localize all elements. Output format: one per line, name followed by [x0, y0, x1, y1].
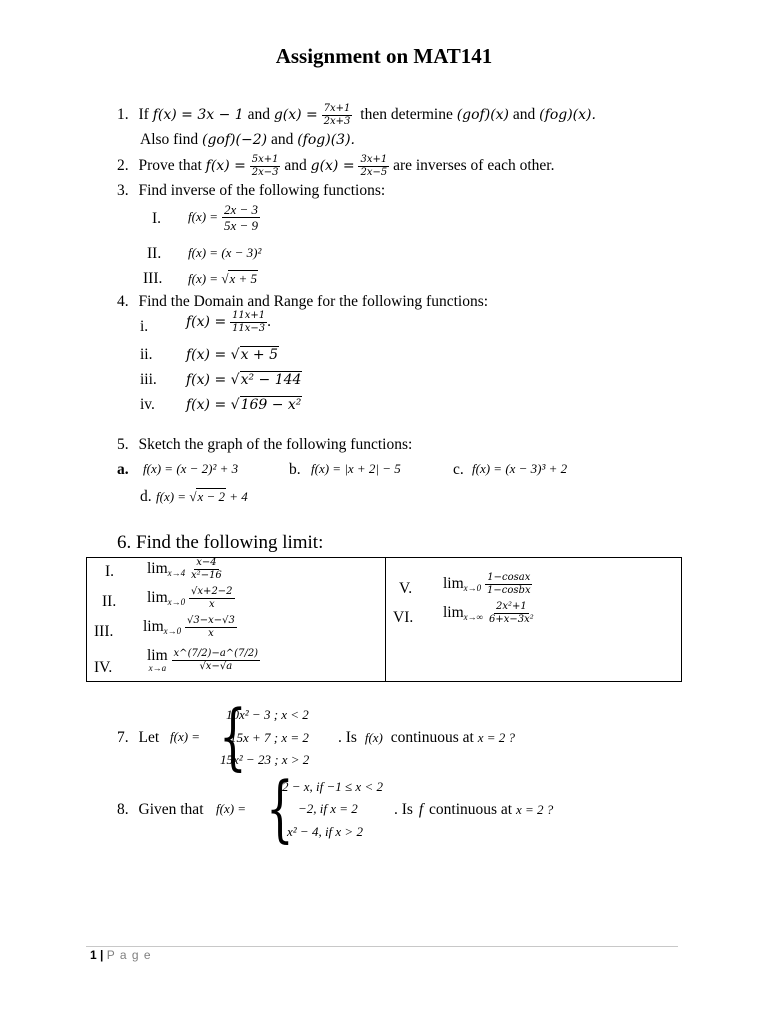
limit-expr-2	[147, 587, 235, 610]
q3-number: 3.	[117, 182, 129, 199]
q3-text: Find inverse of the following functions:	[138, 182, 386, 199]
q7-at: x = 2 ?	[477, 730, 516, 745]
q4-item-1-fraction	[230, 311, 267, 334]
q3-item-1	[188, 203, 260, 232]
q5-expr-d-tail: + 4	[229, 489, 248, 504]
question-2	[117, 155, 554, 178]
q2-f-num: 5x+1	[251, 154, 279, 165]
q4-item-label-2: ii.	[140, 346, 153, 363]
q2-and: and	[284, 157, 307, 175]
q8-case-3: x² − 4, if x > 2	[287, 824, 363, 839]
q1-then: then determine	[360, 106, 453, 124]
limit-label-2: II.	[102, 593, 117, 610]
limit-3-sub: x→0	[163, 626, 182, 637]
limit-1-fraction	[189, 558, 224, 581]
page-word: P a g e	[106, 948, 152, 962]
q4-number: 4.	[117, 293, 129, 310]
limit-4-sub: x→a	[148, 662, 167, 673]
q3-item-1-lhs: f(x) =	[188, 209, 219, 225]
limits-table	[86, 557, 682, 682]
limit-4-den: √x−√a	[199, 660, 233, 672]
q2-tail: are inverses of each other.	[393, 157, 555, 175]
question-3	[117, 182, 385, 200]
q5-expr-d-lhs: f(x) = √	[156, 489, 197, 504]
q3-item-label-1: I.	[152, 210, 162, 227]
limit-1-sub: x→4	[167, 568, 186, 579]
page-number: 1	[90, 948, 97, 962]
limit-1-den: x²−16	[191, 570, 222, 581]
q8-brace: {	[266, 766, 294, 850]
question-8	[117, 801, 204, 819]
q4-item-2-lhs: f(x) = √	[186, 347, 240, 363]
limit-6-lim: lim	[443, 604, 464, 622]
q3-item-1-den: 5x − 9	[223, 218, 258, 233]
limit-3-den: x	[208, 628, 214, 639]
q4-item-2	[186, 346, 279, 363]
limit-label-6: VI.	[393, 609, 414, 626]
q8-f: f	[418, 801, 424, 818]
q1-gx: g(x) =	[273, 107, 318, 124]
q2-g-num: 3x+1	[360, 154, 388, 165]
q4-item-3	[186, 371, 302, 388]
limits-left-cell	[87, 558, 386, 682]
q5-number: 5.	[117, 436, 129, 453]
limit-4-fraction	[172, 649, 261, 672]
q3-item-3-radicand: x + 5	[229, 271, 257, 286]
q2-f-fraction	[250, 155, 281, 178]
q7-case-1: 10x² − 3 ; x < 2	[226, 707, 309, 722]
q2-g-den: 2x−5	[360, 167, 388, 178]
q8-case-1: 2 − x, if −1 ≤ x < 2	[282, 779, 383, 794]
limit-2-den: x	[208, 599, 215, 610]
q5-label-b: b.	[289, 461, 301, 478]
q7-is: . Is	[338, 729, 357, 746]
q2-prove-that: Prove that	[138, 157, 202, 175]
q8-continuous-at: continuous at	[429, 801, 513, 818]
limit-label-5: V.	[399, 580, 413, 597]
limit-5-den: 1−cosbx	[487, 585, 531, 596]
q7-fx: f(x) =	[170, 729, 201, 744]
q1-number: 1.	[117, 106, 129, 124]
q7-case-3: 15x² − 23 ; x > 2	[220, 752, 310, 767]
limit-4-lim: lim	[147, 647, 168, 664]
q4-item-1-num: 11x+1	[232, 310, 266, 321]
q4-item-label-3: iii.	[140, 371, 157, 388]
q5-label-c: c.	[453, 461, 464, 478]
q1-and: and	[247, 106, 270, 124]
page-separator: |	[100, 948, 104, 962]
q4-item-4	[186, 396, 302, 413]
q7-number: 7.	[117, 729, 129, 746]
limit-6-fraction	[487, 602, 536, 625]
q1-and2: and	[512, 106, 536, 124]
q1-fx: f(x) = 3x − 1	[152, 107, 244, 124]
q3-item-1-num: 2x − 3	[223, 202, 258, 217]
limit-label-3: III.	[94, 623, 114, 640]
question-7	[117, 729, 159, 747]
limit-5-sub: x→0	[463, 583, 482, 594]
q7-case-2: 15x + 7 ; x = 2	[230, 730, 309, 745]
q3-item-3-lhs: f(x) = √	[188, 271, 229, 286]
q5-label-a: a.	[117, 461, 129, 478]
q4-item-2-radicand: x + 5	[240, 347, 278, 363]
q5-text: Sketch the graph of the following functions:	[138, 436, 413, 453]
q3-item-2: f(x) = (x − 3)²	[188, 245, 262, 260]
q4-item-1-den: 11x−3	[232, 323, 266, 334]
q2-f-den: 2x−3	[251, 167, 279, 178]
q6-heading: 6. Find the following limit:	[117, 532, 324, 553]
q1-g-fraction	[322, 104, 353, 127]
limit-expr-6	[443, 602, 536, 625]
q1-text-if: If	[138, 106, 149, 124]
q4-item-label-4: iv.	[140, 396, 155, 413]
q5-label-d: d.	[140, 488, 152, 505]
q7-fx2: f(x)	[364, 730, 383, 745]
limit-label-1: I.	[105, 563, 115, 580]
limit-5-lim: lim	[443, 575, 464, 593]
q7-tail	[338, 729, 515, 747]
limit-2-lim: lim	[147, 589, 168, 607]
q1-comp2: (fog)(x).	[539, 107, 596, 124]
q4-text: Find the Domain and Range for the following functions:	[138, 293, 489, 310]
q1-fog-3: (fog)(3).	[297, 132, 355, 148]
q1-gof-neg2: (gof)(−2)	[202, 132, 268, 148]
q4-item-3-radicand: x² − 144	[240, 372, 302, 388]
q7-brace: {	[219, 694, 247, 778]
limit-2-sub: x→0	[167, 597, 186, 608]
q1-g-den: 2x+3	[323, 116, 351, 127]
limit-1-lim: lim	[147, 560, 168, 578]
question-5	[117, 436, 412, 454]
limit-6-den: 6+x−3x²	[488, 614, 534, 625]
q1-and3: and	[270, 131, 294, 148]
page-footer	[90, 948, 152, 962]
q8-case-2: −2, if x = 2	[298, 801, 358, 816]
q2-gx: g(x) =	[310, 158, 355, 175]
q1-g-num: 7x+1	[323, 103, 351, 114]
q4-item-3-lhs: f(x) = √	[186, 372, 240, 388]
q8-at: x = 2 ?	[515, 802, 554, 817]
limit-4-num: x^(7/2)−a^(7/2)	[173, 647, 259, 659]
q7-continuous-at: continuous at	[390, 729, 474, 746]
q5-expr-d	[156, 488, 248, 505]
q8-tail	[394, 801, 553, 819]
limit-3-fraction	[185, 616, 237, 639]
limit-6-num: 2x²+1	[495, 601, 527, 612]
q8-given-that: Given that	[138, 801, 204, 818]
q4-item-label-1: i.	[140, 318, 149, 335]
q4-item-4-lhs: f(x) = √	[186, 397, 240, 413]
limits-right-cell	[386, 558, 682, 682]
limit-5-fraction	[485, 573, 533, 596]
limit-expr-4	[147, 648, 260, 673]
question-1-line-2	[140, 131, 355, 149]
q2-number: 2.	[117, 157, 129, 175]
limit-expr-5	[443, 573, 533, 596]
q4-item-1-lhs: f(x) =	[186, 314, 227, 331]
limit-expr-3	[143, 616, 237, 639]
question-4	[117, 293, 488, 311]
q3-item-3	[188, 270, 258, 287]
q5-expr-b: f(x) = |x + 2| − 5	[311, 461, 401, 476]
q5-expr-d-radicand: x − 2	[197, 489, 225, 504]
q3-item-1-fraction	[222, 203, 260, 232]
q8-number: 8.	[117, 801, 129, 818]
limit-1-num: x−4	[196, 557, 217, 568]
q5-expr-a: f(x) = (x − 2)² + 3	[143, 461, 239, 476]
q4-item-4-radicand: 169 − x²	[240, 397, 302, 413]
limit-2-num: √x+2−2	[191, 586, 233, 597]
limit-3-lim: lim	[143, 618, 164, 636]
limit-label-4: IV.	[94, 659, 113, 676]
q1-also-find: Also find	[140, 131, 199, 148]
question-1	[117, 104, 596, 127]
q3-item-label-3: III.	[143, 270, 163, 287]
limit-3-num: √3−x−√3	[187, 615, 235, 626]
q4-item-1	[186, 311, 271, 334]
limit-expr-1	[147, 558, 224, 581]
limit-2-fraction	[189, 587, 235, 610]
q2-fx: f(x) =	[205, 158, 246, 175]
q2-g-fraction	[358, 155, 389, 178]
q7-let: Let	[138, 729, 160, 746]
footer-divider	[86, 946, 678, 947]
q8-fx: f(x) =	[216, 801, 247, 816]
limit-5-num: 1−cosax	[487, 572, 531, 583]
q3-item-label-2: II.	[147, 245, 162, 262]
q1-comp1: (gof)(x)	[456, 107, 510, 124]
limit-6-sub: x→∞	[463, 612, 484, 623]
q8-is: . Is	[394, 801, 413, 818]
q4-item-1-tail: .	[267, 313, 272, 331]
q5-expr-c: f(x) = (x − 3)³ + 2	[472, 461, 568, 476]
page-title: Assignment on MAT141	[275, 44, 493, 68]
